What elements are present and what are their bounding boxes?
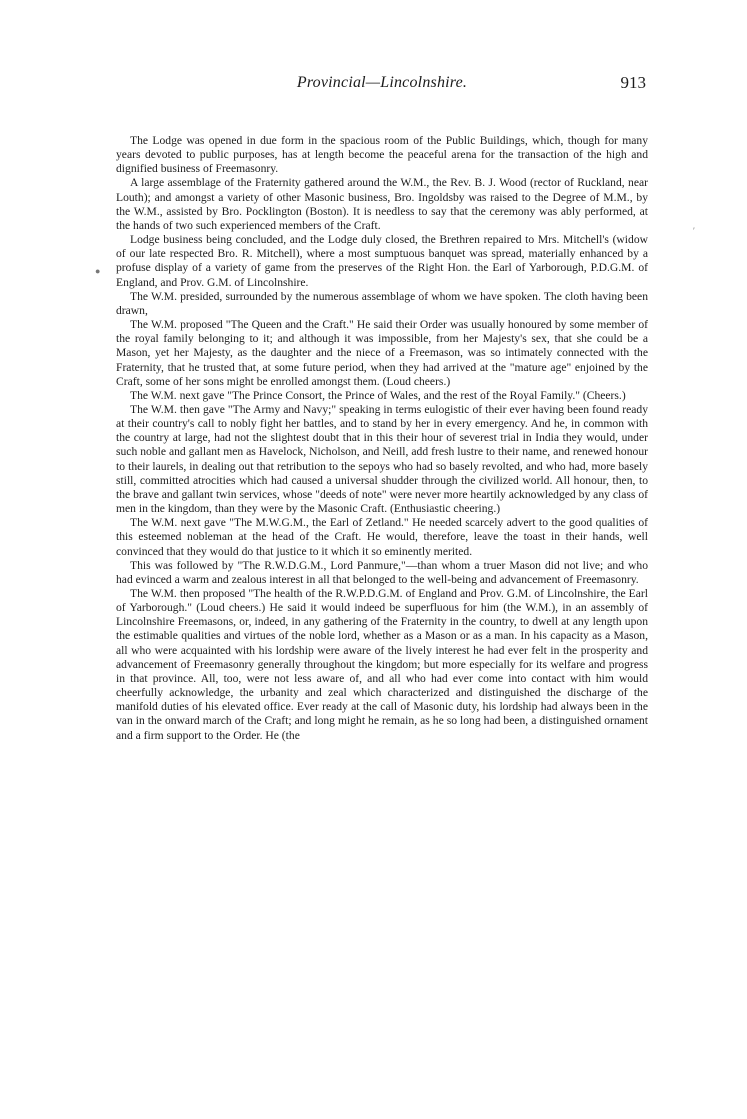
- paragraph-army-navy-toast: The W.M. then gave "The Army and Navy;" speaking in terms eulogistic of their ever having been found ready at their country's call to nobly fight her battles, and to stand by her in every emergency. And he, in common with the country at large, had not the slightest doubt that in this their hour of severest trial in India they would, under such noble and gallant men as Havelock, Nicholson, and Neill, add fresh lustre to their name, and renewed honour to their laurels, in dealing out that retribution to the sepoys who had so basely revolted, and who had, more basely still, committed atrocities which had caused a universal shudder through the civilized world. All honour, then, to the brave and gallant twin services, whose "deeds of note" were never more heartily acknowledged by any class of men in the kingdom, than they were by the Masonic Craft. (Enthusiastic cheering.): [116, 402, 648, 516]
- page: [116, 70, 648, 743]
- paragraph-prince-toast: The W.M. next gave "The Prince Consort, the Prince of Wales, and the rest of the Royal Family." (Cheers.): [130, 388, 626, 402]
- paragraph-yarborough-toast: The W.M. then proposed "The health of the R.W.P.D.G.M. of England and Prov. G.M. of Lincolnshire, the Earl of Yarborough." (Loud cheers.) He said it would indeed be superfluous for him (the W.M.), in an assembly of Lincolnshire Freemasons, or, indeed, in any gathering of the Fraternity in the country, to dwell at any length upon the estimable qualities and virtues of the noble lord, whether as a Mason or as a man. In his capacity as a Mason, all who were acquainted with his lordship were aware of the lively interest he had ever felt in the prosperity and advancement of Freemasonry generally throughout the kingdom; but more especially for its welfare and progress in that province. All, too, were not less aware of, and all who had ever come into contact with him would cheerfully acknowledge, the urbanity and zeal which characterized and distinguished the discharge of the manifold duties of his elevated office. Ever ready at the call of Masonic duty, his lordship had always been in the van in the onward march of the Craft; and long might he remain, as he so long had been, a distinguished ornament and a firm support to the Order. He (the: [116, 587, 648, 742]
- paragraph-opening: The Lodge was opened in due form in the spacious room of the Public Buildings, which, though for many years devoted to public purposes, has at length become the peaceful arena for the transaction of the high and dignified business of Freemasonry.: [116, 134, 648, 176]
- article-body: [116, 134, 648, 743]
- page-number: 913: [620, 73, 646, 92]
- paragraph-queen-toast: The W.M. proposed "The Queen and the Craft." He said their Order was usually honoured by some member of the royal family belonging to it; and although it was impossible, from her Majesty's sex, that she could be a Mason, yet her Majesty, as the daughter and the niece of a Freemason, was so intimately connected with the Fraternity, that he trusted that, at some future period, when they had arrived at the "mature age" enjoined by the Craft, some of her sons might be enrolled amongst them. (Loud cheers.): [116, 318, 648, 388]
- paragraph-panmure-toast: This was followed by "The R.W.D.G.M., Lord Panmure,"—than whom a truer Mason did not live; and who had evinced a warm and zealous interest in all that belonged to the well-being and advancement of Freemasonry.: [116, 558, 648, 586]
- margin-tick-icon: ′: [693, 226, 695, 236]
- margin-bullet-icon: ●: [95, 266, 101, 276]
- paragraph-banquet: Lodge business being concluded, and the Lodge duly closed, the Brethren repaired to Mrs. Mitchell's (widow of our late respected Bro. R. Mitchell), where a most sumptuous banquet was spread, materially enhanced by a profuse display of a variety of game from the preserves of the Right Hon. the Earl of Yarborough, P.D.G.M. of England, and Prov. G.M. of Lincolnshire.: [116, 233, 648, 289]
- paragraph-assemblage: A large assemblage of the Fraternity gathered around the W.M., the Rev. B. J. Wood (rector of Ruckland, near Louth); and amongst a variety of other Masonic business, Bro. Ingoldsby was raised to the Degree of M.M., by the W.M., assisted by Bro. Pocklington (Boston). It is needless to say that the ceremony was ably performed, at the hands of two such experienced members of the Craft.: [116, 176, 648, 232]
- paragraph-presided: The W.M. presided, surrounded by the numerous assemblage of whom we have spoken. The cloth having been drawn,: [116, 289, 648, 317]
- page-header: [116, 70, 648, 100]
- paragraph-grand-master-toast: The W.M. next gave "The M.W.G.M., the Earl of Zetland." He needed scarcely advert to the good qualities of this esteemed nobleman at the head of the Craft. He would, therefore, leave the toast in their hands, well convinced that they would do that justice to it which it so eminently merited.: [116, 516, 648, 558]
- running-title: Provincial—Lincolnshire.: [296, 74, 468, 91]
